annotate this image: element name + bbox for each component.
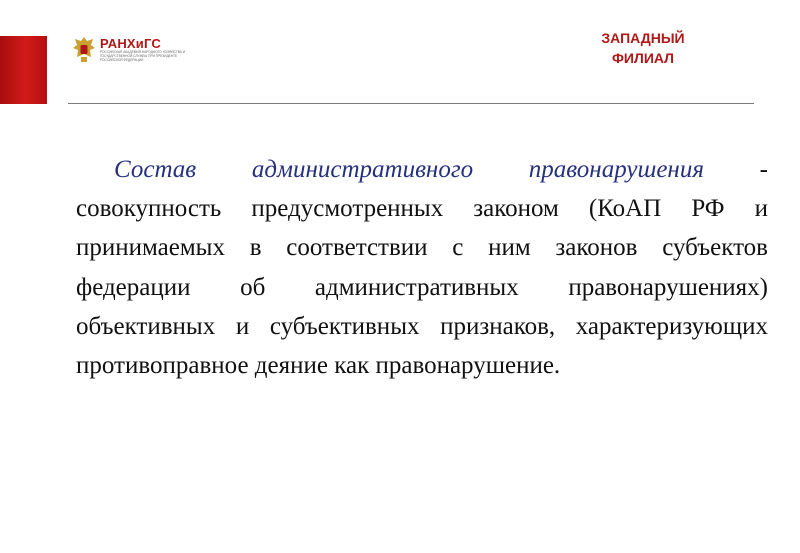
logo-name: РАНХиГС <box>100 35 161 51</box>
definition-text: - совокупность предусмотренных законом (КоАП РФ и принимаемых в соответствии с ним законов субъектов федерации об административных правонарушениях) объективных и субъективных признаков, характеризующих противоправное деяние как правонарушение. <box>76 156 768 380</box>
eagle-emblem-icon <box>72 35 96 63</box>
branch-line-1: ЗАПАДНЫЙ <box>601 30 685 46</box>
definition-paragraph <box>76 150 768 385</box>
ranepa-logo <box>72 35 196 63</box>
header-divider <box>68 103 754 104</box>
logo-subtitle: РОССИЙСКАЯ АКАДЕМИЯ НАРОДНОГО ХОЗЯЙСТВА И ГОСУДАРСТВЕННОЙ СЛУЖБЫ ПРИ ПРЕЗИДЕНТЕ РОССИЙСКОЙ ФЕДЕРАЦИИ <box>100 49 186 62</box>
definition-term: Состав административного правонарушения <box>114 156 704 183</box>
branch-line-2: ФИЛИАЛ <box>611 50 674 66</box>
red-accent-bar <box>0 36 47 104</box>
branch-label <box>578 28 708 68</box>
